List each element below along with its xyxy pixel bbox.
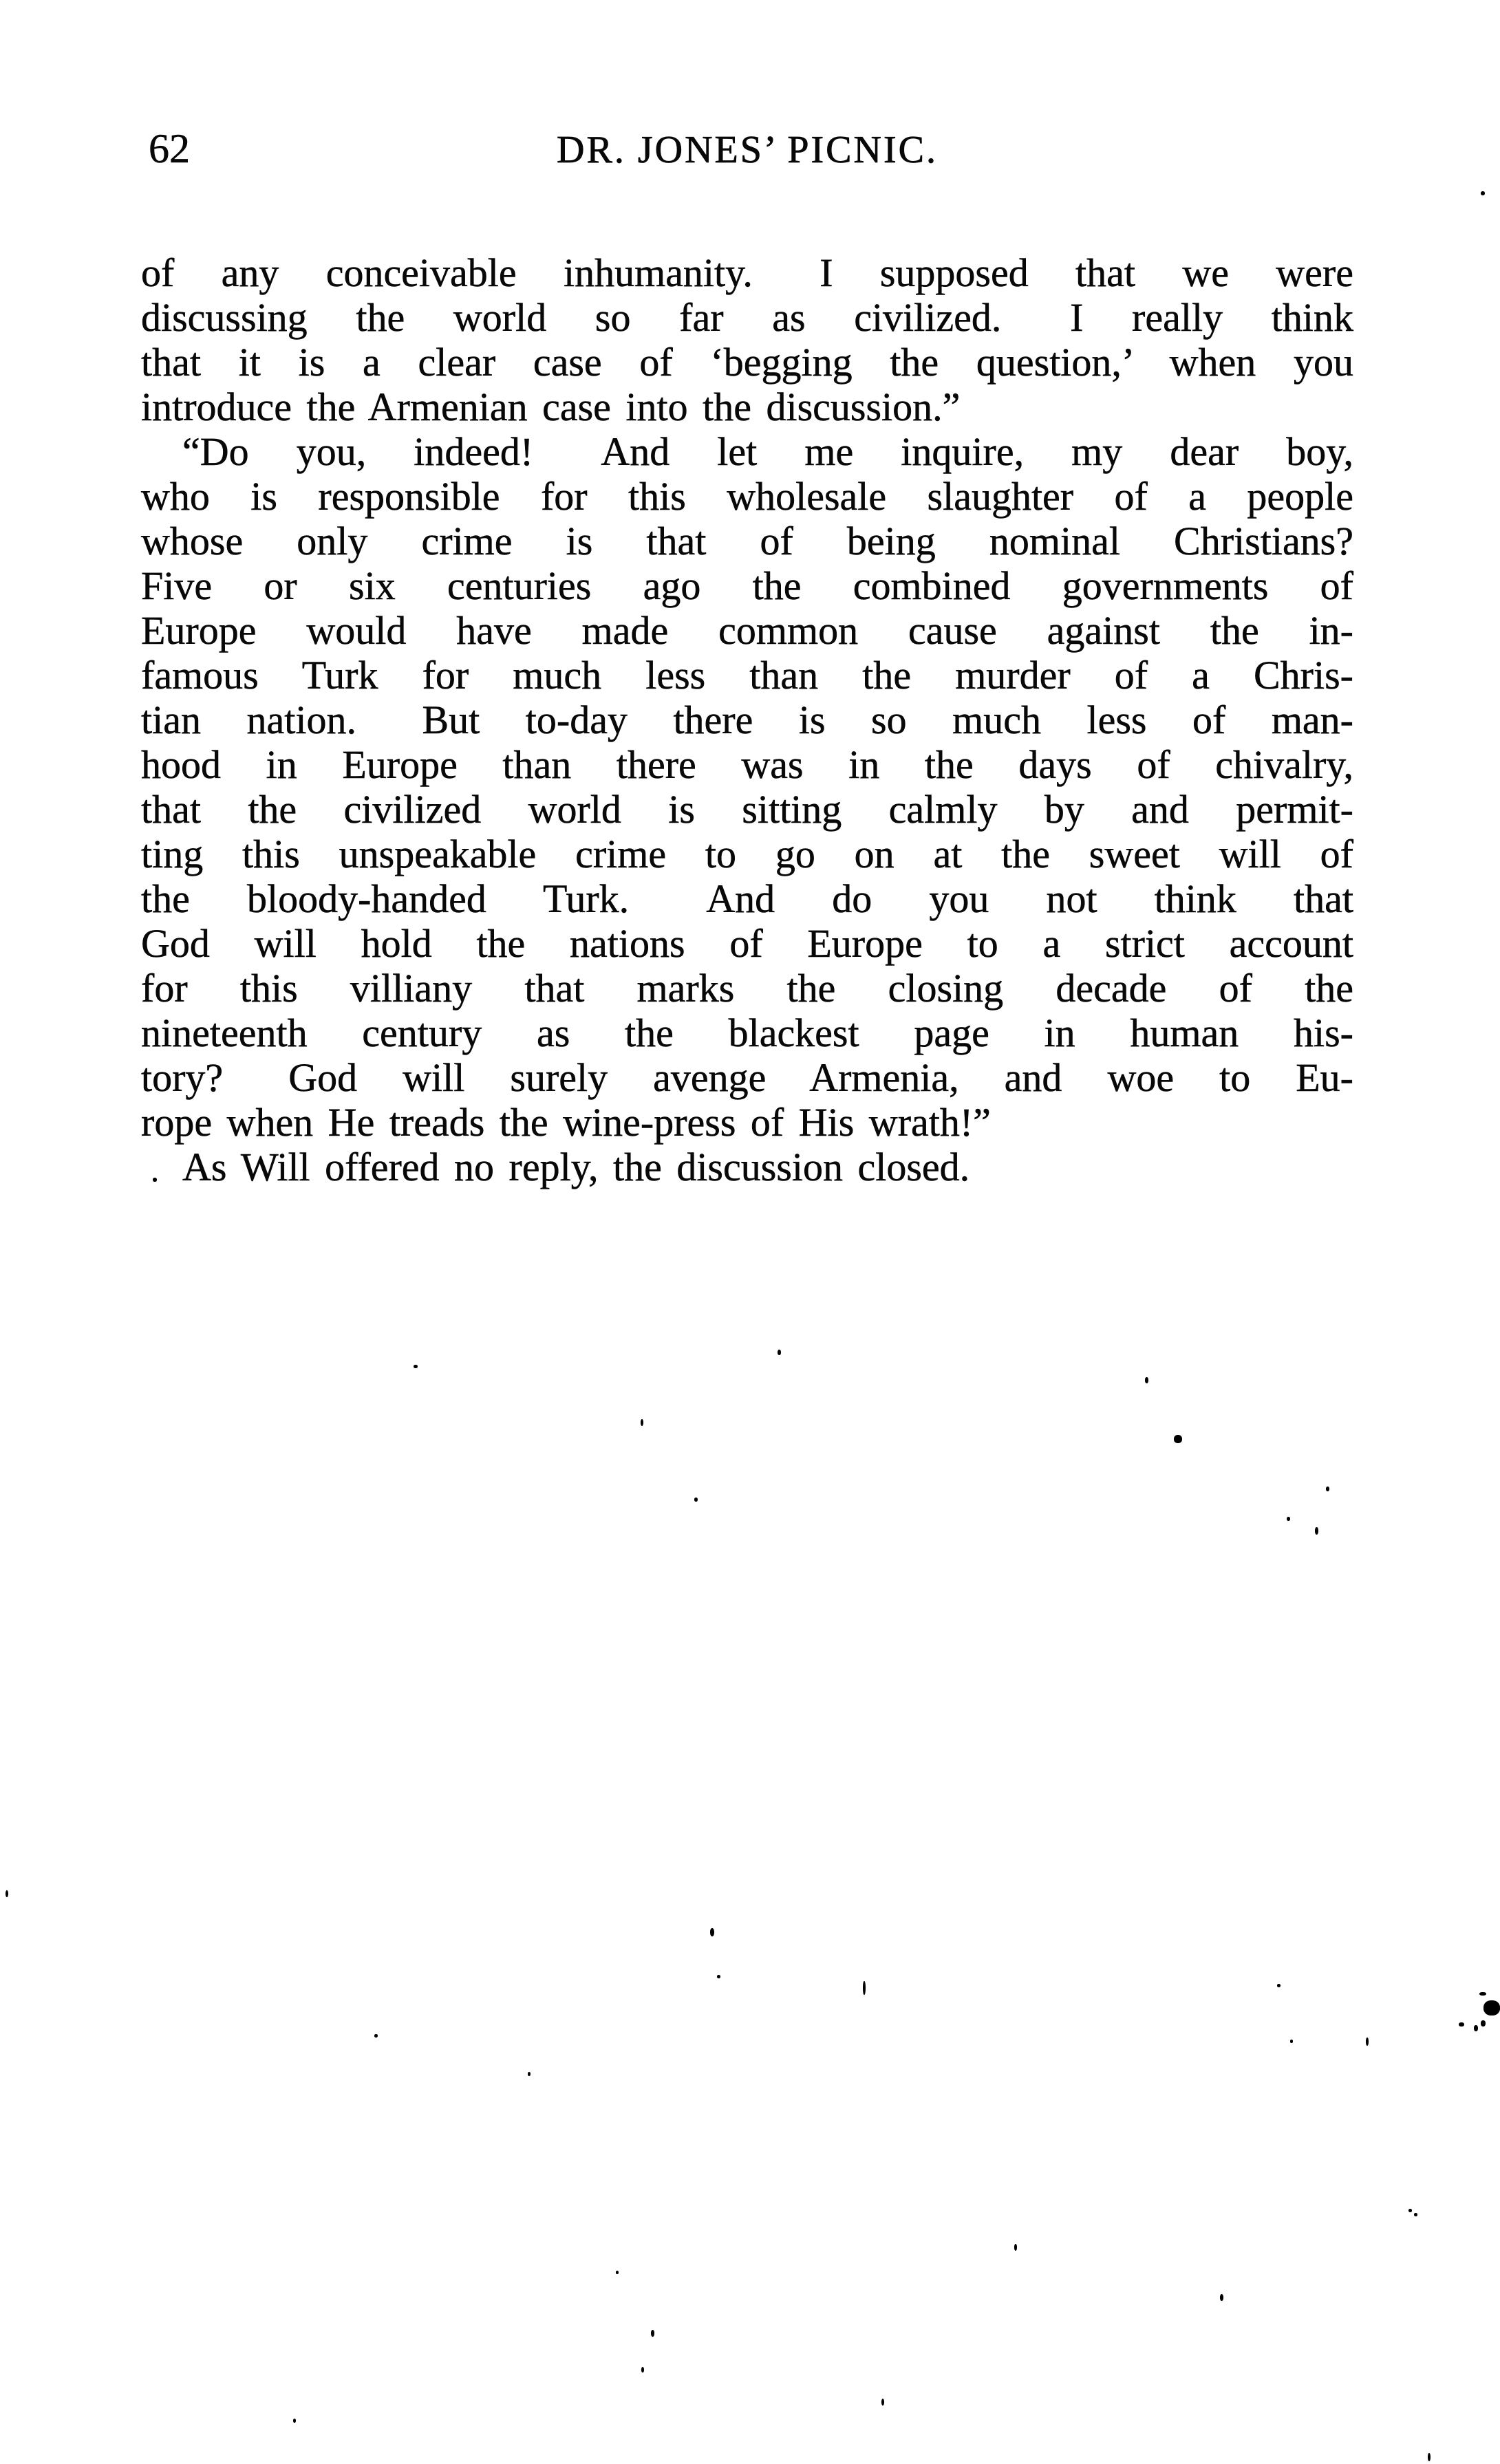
ink-speck: [710, 1928, 714, 1936]
ink-speck: [1220, 2294, 1223, 2301]
text-line: who is responsible for this wholesale slaughter of a people: [141, 474, 1353, 519]
ink-speck: [1014, 2244, 1017, 2251]
ink-speck: [1474, 2025, 1478, 2031]
ink-speck: [1479, 1992, 1486, 1996]
page-number: 62: [149, 126, 190, 171]
ink-speck: [616, 2271, 619, 2274]
text-line: introduce the Armenian case into the discussion.”: [141, 385, 961, 429]
ink-speck: [1277, 1984, 1281, 1987]
ink-speck: [1315, 1527, 1318, 1535]
text-line: Five or six centuries ago the combined governments of: [141, 563, 1353, 608]
text-line: discussing the world so far as civilized. I really think: [141, 295, 1353, 340]
ink-speck: [651, 2330, 654, 2337]
ink-speck: [1290, 2040, 1293, 2043]
ink-speck: [1481, 191, 1485, 195]
ink-speck: [641, 2367, 644, 2373]
text-line: tory? God will surely avenge Armenia, and woe to Eu-: [141, 1055, 1353, 1100]
ink-speck: [717, 1975, 720, 1978]
ink-speck: [641, 1419, 643, 1426]
running-head: DR. JONES’ PICNIC.: [557, 129, 938, 171]
ink-speck: [1145, 1377, 1148, 1383]
text-line: Europe would have made common cause against the in-: [141, 608, 1353, 653]
ink-speck: [778, 1350, 781, 1355]
text-line: nineteenth century as the blackest page in human his-: [141, 1011, 1353, 1055]
ink-speck: [1287, 1517, 1290, 1521]
text-line: hood in Europe than there was in the days of chivalry,: [141, 742, 1353, 787]
ink-speck: [6, 1890, 8, 1897]
text-line: rope when He treads the wine-press of His wrath!”: [141, 1100, 991, 1145]
ink-speck: [1326, 1487, 1329, 1491]
ink-speck: [414, 1365, 418, 1368]
ink-speck: [863, 1981, 866, 1995]
text-line: ting this unspeakable crime to go on at the sweet will of: [141, 832, 1353, 876]
text-line: whose only crime is that of being nominal Christians?: [141, 519, 1353, 563]
ink-speck: [153, 1178, 157, 1182]
ink-speck: [528, 2072, 531, 2076]
text-line: tian nation. But to-day there is so much less of man-: [141, 698, 1353, 742]
text-line: that it is a clear case of ‘begging the question,’ when you: [141, 340, 1353, 385]
ink-speck: [1414, 2213, 1417, 2216]
ink-speck: [1459, 2022, 1464, 2027]
text-line: famous Turk for much less than the murder of a Chris-: [141, 653, 1353, 698]
ink-speck: [374, 2034, 378, 2038]
ink-speck: [881, 2399, 884, 2406]
ink-speck: [1174, 1435, 1182, 1443]
ink-speck: [1408, 2209, 1412, 2212]
text-line: that the civilized world is sitting calmly by and permit-: [141, 787, 1353, 832]
text-line: As Will offered no reply, the discussion closed.: [182, 1145, 970, 1189]
ink-speck: [293, 2419, 296, 2423]
text-line: for this villiany that marks the closing decade of the: [141, 966, 1353, 1011]
ink-speck: [1366, 2038, 1369, 2046]
ink-speck: [1483, 2000, 1500, 2015]
text-line: of any conceivable inhumanity. I supposed that we were: [141, 250, 1353, 295]
ink-speck: [1428, 2453, 1431, 2461]
ink-speck: [1481, 2020, 1486, 2027]
ink-speck: [694, 1498, 698, 1502]
text-line: God will hold the nations of Europe to a strict account: [141, 921, 1353, 966]
text-line: “Do you, indeed! And let me inquire, my dear boy,: [182, 429, 1353, 474]
text-line: the bloody-handed Turk. And do you not think that: [141, 876, 1353, 921]
body-text: [141, 250, 1353, 1189]
